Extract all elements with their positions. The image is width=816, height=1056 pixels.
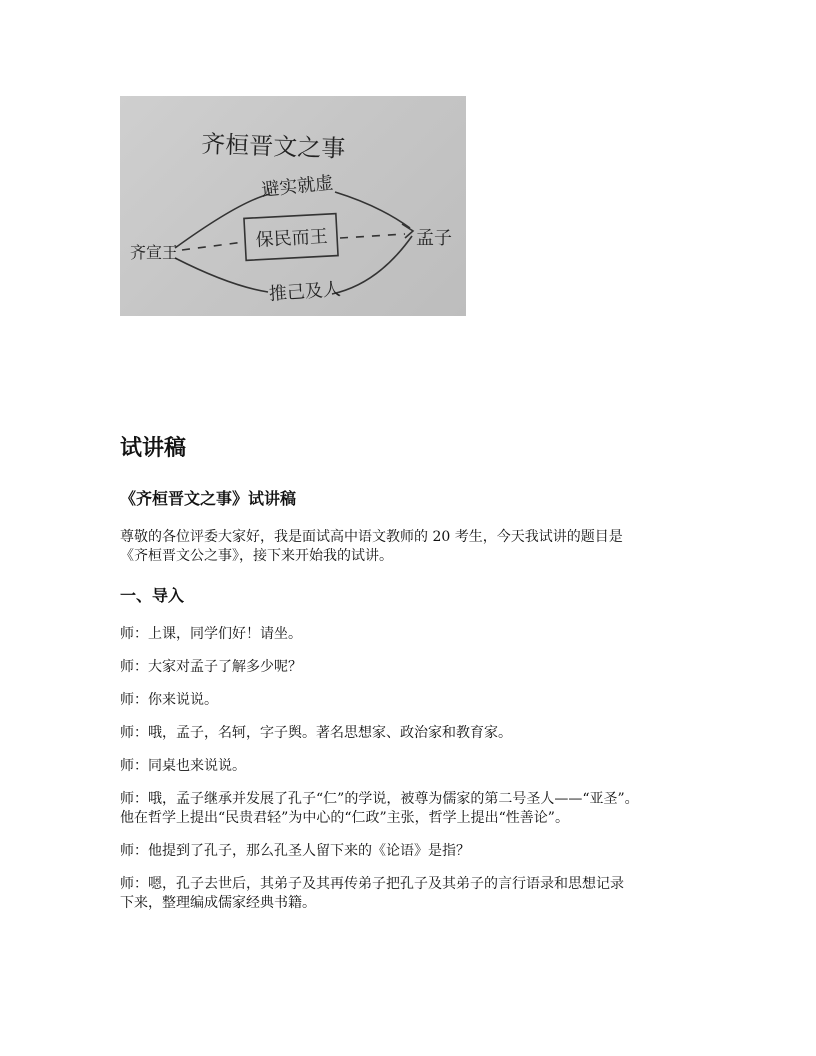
paragraph: 师：哦，孟子继承并发展了孔子“仁”的学说，被尊为儒家的第二号圣人——“亚圣”。 他在哲学上提出“民贵君轻”为中心的“仁政”主张，哲学上提出“性善论”。 xyxy=(120,791,639,826)
whiteboard-photo xyxy=(120,96,466,316)
paragraph: 师：嗯，孔子去世后，其弟子及其再传弟子把孔子及其弟子的言行语录和思想记录 下来，整理编成儒家经典书籍。 xyxy=(120,876,624,911)
document-subtitle: 《齐桓晋文之事》试讲稿 xyxy=(120,489,297,508)
lecture-document xyxy=(120,432,700,913)
intro-paragraph: 尊敬的各位评委大家好，我是面试高中语文教师的 20 考生，今天我试讲的题目是 《齐桓晋文公之事》，接下来开始我的试讲。 xyxy=(120,529,623,564)
photo-center-label: 保民而王 xyxy=(255,226,329,251)
paragraph: 师：同桌也来说说。 xyxy=(120,758,246,774)
page-title: 试讲稿 xyxy=(120,436,187,461)
photo-bottom-label: 推己及人 xyxy=(268,278,342,305)
photo-title: 齐桓晋文之事 xyxy=(200,129,346,164)
photo-top-label: 避实就虚 xyxy=(260,172,335,201)
photo-left-label: 齐宣王 xyxy=(130,243,179,262)
paragraph: 师：他提到了孔子，那么孔圣人留下来的《论语》是指？ xyxy=(120,843,470,859)
paragraph: 师：哦，孟子，名轲，字子舆。著名思想家、政治家和教育家。 xyxy=(120,725,512,741)
paragraph: 师：你来说说。 xyxy=(120,692,218,708)
paragraph: 师：大家对孟子了解多少呢？ xyxy=(120,659,302,675)
paragraph: 师：上课，同学们好！请坐。 xyxy=(120,626,302,642)
photo-right-label: 孟子 xyxy=(416,228,452,249)
section-heading: 一、导入 xyxy=(120,586,185,605)
